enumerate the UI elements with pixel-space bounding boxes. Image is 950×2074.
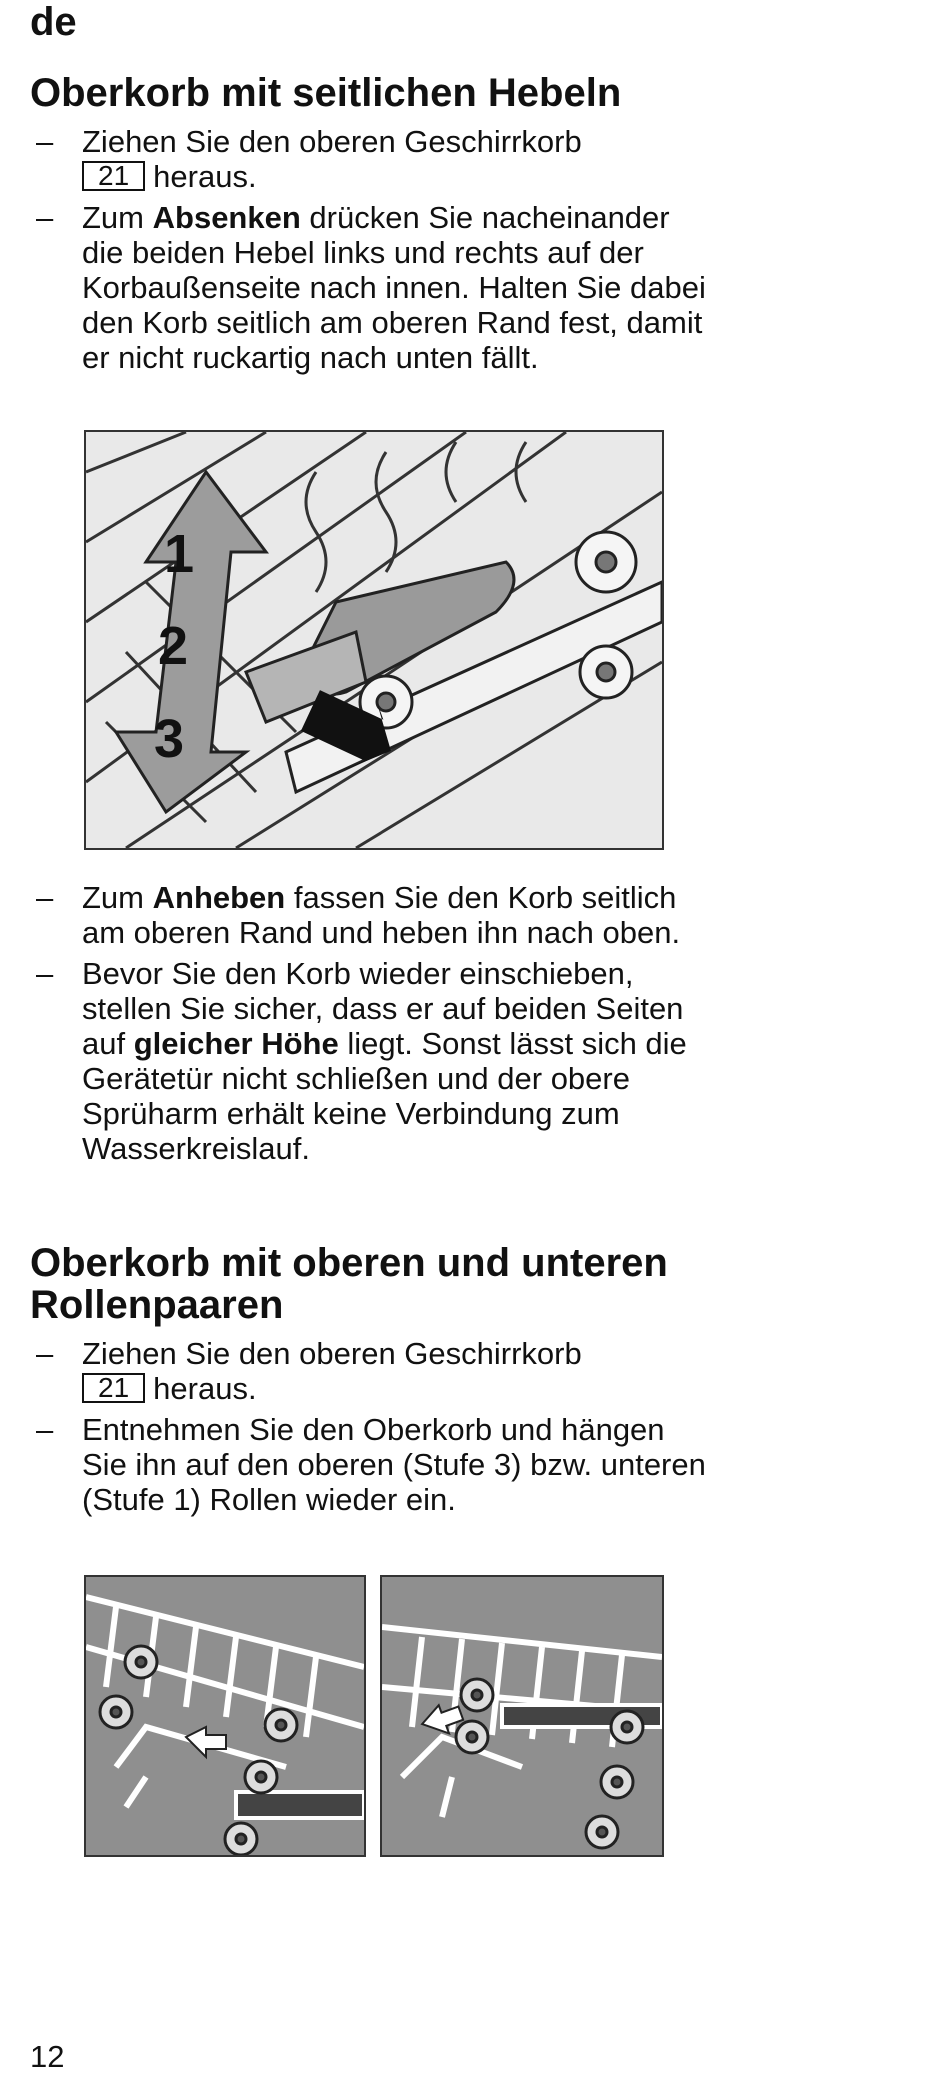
lever-illustration bbox=[84, 430, 664, 850]
item-text-end: heraus. bbox=[153, 1371, 257, 1406]
list-item bbox=[30, 124, 710, 194]
dash-bullet: – bbox=[36, 1336, 54, 1371]
item-text: Ziehen Sie den oberen Geschirrkorb bbox=[82, 124, 582, 159]
roller-upper-drawing bbox=[382, 1577, 662, 1855]
step-label-2: 2 bbox=[158, 616, 189, 676]
item-text-end: drücken Sie nacheinander die beiden Hebel links und rechts auf der Korbaußenseite nach innen. Halten Sie dabei den Korb seitlich am oberen Rand fest, damit er nicht ruckartig nach unten fällt. bbox=[82, 200, 706, 375]
item-text-end: fassen Sie den Korb seitlich am oberen Rand und heben ihn nach oben. bbox=[82, 880, 681, 950]
dash-bullet: – bbox=[36, 1412, 54, 1447]
title-line-1: Oberkorb mit oberen und unteren bbox=[30, 1241, 668, 1285]
part-reference-box: 21 bbox=[82, 1373, 145, 1403]
item-text: Entnehmen Sie den Oberkorb und hängen Sie ihn auf den oberen (Stufe 3) bzw. unteren (Stufe 1) Rollen wieder ein. bbox=[82, 1412, 706, 1517]
roller-illustration-upper bbox=[380, 1575, 664, 1857]
item-text: Ziehen Sie den oberen Geschirrkorb bbox=[82, 1336, 582, 1371]
item-text: Zum bbox=[82, 880, 144, 915]
list-item bbox=[30, 1412, 710, 1517]
dash-bullet: – bbox=[36, 200, 54, 235]
list-item bbox=[30, 1336, 710, 1406]
language-code: de bbox=[30, 0, 77, 44]
step-label-1: 1 bbox=[164, 524, 195, 584]
move-arrow-icon bbox=[186, 1727, 226, 1757]
item-text-end: heraus. bbox=[153, 159, 257, 194]
list-item bbox=[30, 956, 710, 1166]
list-item bbox=[30, 200, 710, 375]
lever-illustration-drawing bbox=[86, 432, 662, 848]
emphasis-text: Absenken bbox=[152, 200, 301, 235]
item-text: Bevor Sie den Korb wieder einschieben, stellen Sie sicher, dass er auf beiden Seiten auf bbox=[82, 956, 684, 1061]
roller-lower-drawing bbox=[86, 1577, 364, 1855]
dash-bullet: – bbox=[36, 880, 54, 915]
step-label-3: 3 bbox=[154, 709, 185, 769]
list-item bbox=[30, 880, 710, 950]
steps-list-side-levers-a bbox=[30, 124, 710, 381]
roller-illustration-lower bbox=[84, 1575, 366, 1857]
steps-list-side-levers-b bbox=[30, 880, 710, 1172]
steps-list-roller-pairs bbox=[30, 1336, 710, 1523]
page-number: 12 bbox=[30, 2039, 65, 2074]
section-title-roller-pairs bbox=[30, 1242, 668, 1326]
title-line-2: Rollenpaaren bbox=[30, 1283, 284, 1327]
dash-bullet: – bbox=[36, 124, 54, 159]
emphasis-text: gleicher Höhe bbox=[133, 1026, 339, 1061]
emphasis-text: Anheben bbox=[152, 880, 286, 915]
item-text-end: liegt. Sonst lässt sich die Gerätetür nicht schließen und der obere Sprüharm erhält keine Verbindung zum Wasserkreislauf. bbox=[82, 1026, 687, 1166]
dash-bullet: – bbox=[36, 956, 54, 991]
item-text: Zum bbox=[82, 200, 144, 235]
section-title-side-levers: Oberkorb mit seitlichen Hebeln bbox=[30, 71, 622, 115]
part-reference-box: 21 bbox=[82, 161, 145, 191]
